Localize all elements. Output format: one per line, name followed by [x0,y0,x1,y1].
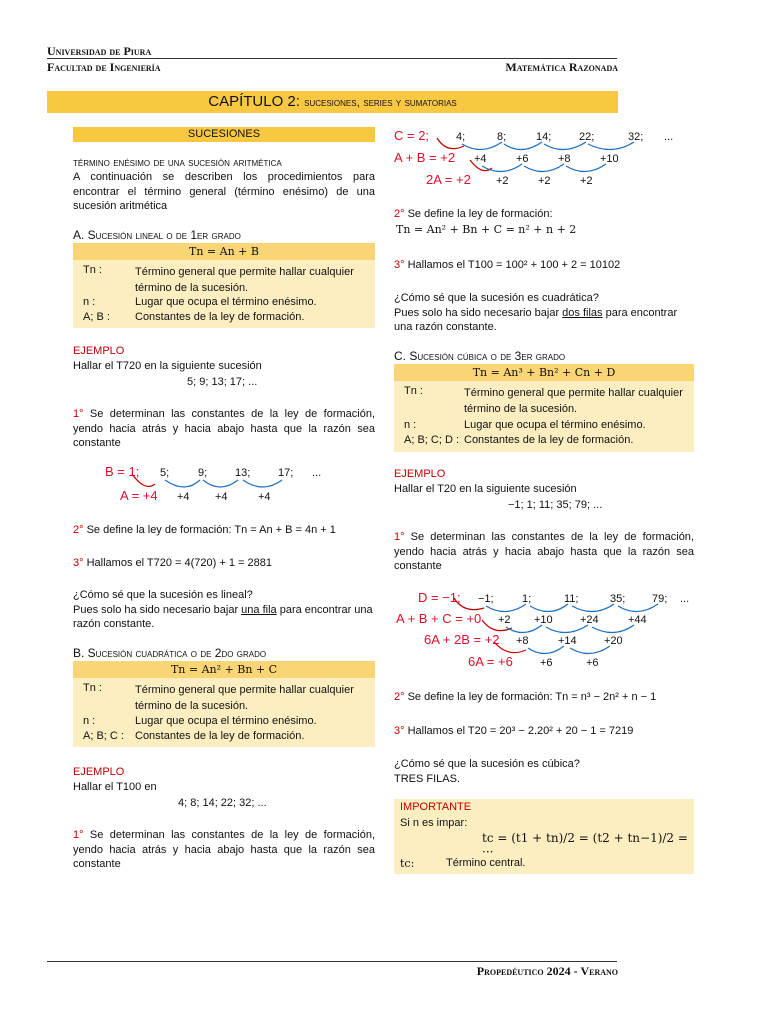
step-1 [73,828,375,872]
section-label: SUCESIONES [73,127,375,142]
term: 5; [160,467,170,479]
a2-constant-label: 2A = +2 [426,172,471,187]
difference: +4 [177,491,190,503]
step-number: 2° [394,691,405,703]
ab-constant-label: 6A + 2B = +2 [424,632,500,647]
sequence: 4; 8; 14; 22; 32; ... [178,797,267,809]
abc-constant-label: A + B + C = +0 [396,611,482,626]
answer: Pues solo ha sido necesario bajar una fila para encontrar una razón constante. [73,603,373,630]
b-constant-label: B = 1; [105,464,140,479]
difference: +4 [215,491,228,503]
row-desc: Constantes de la ley de formación. [135,730,305,742]
footer-text: Propedéutico 2024 - Verano [476,964,618,978]
course-name: Matemática Razonada [505,60,618,74]
central-term-desc: Término central. [446,857,526,869]
diff-arrow [546,625,588,633]
important-title: IMPORTANTE [400,801,472,813]
diff-arrow [572,604,614,612]
step-number: 3° [394,259,405,271]
answer: Pues solo ha sido necesario bajar dos filas para encontrar una razón constante. [394,306,678,333]
d-constant-label: D = −1; [418,590,461,605]
row-sym: A; B; C : [83,730,124,742]
question-lineal [73,588,375,632]
step-text: Hallamos el T720 = 4(720) + 1 = 2881 [86,557,272,569]
ejemplo-label: EJEMPLO [73,345,125,357]
faculty-name: Facultad de Ingeniería [47,60,161,74]
row-sym: n : [404,419,417,431]
difference: +10 [600,153,619,165]
intro-text: A continuación se describen los procedimientos para encontrar el término general (término enésimo) de una sucesión aritmética [73,171,375,212]
diff-arrow [203,480,238,487]
ejemplo-label: EJEMPLO [394,468,446,480]
diff-arrow [592,625,634,633]
chapter-title: CAPÍTULO 2: [208,93,300,110]
question: ¿Cómo sé que la sucesión es cuadrática? [394,292,599,304]
quad-step-2 [394,207,553,222]
diff-arrow [544,142,586,150]
term: 1; [522,593,532,605]
term: 14; [536,131,552,143]
row-sym: A; B; C; D : [404,434,460,446]
diff-arrow [530,604,568,612]
step-text: Se determinan las constantes de la ley de formación, yendo hacia atrás y hacia abajo hasta que la razón sea constante [394,531,694,572]
heading-cubica: C. Sucesión cúbica o de 3er grado [394,349,566,363]
diff-arrow [165,480,200,487]
diagram-lineal [100,458,340,508]
term: ... [680,593,690,605]
question-cuadratica [394,291,696,335]
diagram-cubica [394,588,694,672]
term: 8; [497,131,507,143]
question: ¿Cómo sé que la sucesión es lineal? [73,589,253,601]
chapter-banner [47,91,618,113]
step-1 [73,407,375,451]
diagram-cuadratica [392,126,692,192]
step-text: Se define la ley de formación: [407,208,553,220]
row-desc: Término general que permite hallar cualquier término de la sucesión. [135,266,354,294]
step-1 [394,530,694,574]
step-text: Se define la ley de formación: Tn = An + B = 4n + 1 [86,524,336,536]
difference: +2 [498,614,511,626]
step-2 [394,690,656,705]
term: −1; [478,593,494,605]
step-text: Se determinan las constantes de la ley de formación, yendo hacia atrás y hacia abajo hasta que la razón sea constante [73,408,375,449]
step-number: 2° [73,524,84,536]
row-desc: Constantes de la ley de formación. [135,311,305,323]
diff-arrow [243,480,282,487]
chapter-subtitle: sucesiones, series y sumatorias [304,95,457,109]
heading-cuadratica: B. Sucesión cuadrática o de 2do grado [73,646,267,660]
step-text: Hallamos el T20 = 20³ − 2.20² + 20 − 1 = 7219 [407,725,634,737]
a-constant-label: 6A = +6 [468,654,513,669]
term: 11; [564,593,579,605]
sequence: 5; 9; 13; 17; ... [187,376,258,388]
quad-step-3 [394,258,620,273]
university-name: Universidad de Piura [47,44,152,58]
term: ... [312,467,322,479]
row-desc: Lugar que ocupa el término enésimo. [135,715,317,727]
row-desc: Constantes de la ley de formación. [464,434,634,446]
step-text: Hallamos el T100 = 100² + 100 + 2 = 10102 [407,259,621,271]
row-desc: Término general que permite hallar cualquier término de la sucesión. [464,387,683,415]
term: 32; [628,131,644,143]
difference: +6 [586,657,599,669]
ejemplo-text: Hallar el T100 en [73,781,157,793]
c-constant-label: C = 2; [394,128,430,143]
row-desc: Lugar que ocupa el término enésimo. [464,419,646,431]
ejemplo-label: EJEMPLO [73,766,125,778]
ejemplo-text: Hallar el T20 en la siguiente sucesión [394,483,577,495]
difference: +2 [580,175,593,187]
term: 4; [456,131,466,143]
header-divider [47,58,617,59]
row-sym: Tn : [83,264,102,276]
important-text: Si n es impar: [400,817,468,829]
row-desc: Término general que permite hallar cualquier término de la sucesión. [135,684,354,712]
row-sym: n : [83,296,96,308]
sequence: −1; 1; 11; 35; 79; ... [508,499,603,511]
central-term-formula: tc = (t1 + tn)/2 = (t2 + tn−1)/2 = ··· [482,831,688,859]
step-2 [73,523,336,538]
difference: +2 [496,175,509,187]
diff-arrow [618,604,658,612]
diff-arrow [566,164,606,172]
difference: +4 [258,491,271,503]
row-desc: Lugar que ocupa el término enésimo. [135,296,317,308]
difference: +20 [604,635,623,647]
difference: +6 [516,153,529,165]
diff-arrow [504,142,542,150]
step-text: Se determinan las constantes de la ley de formación, yendo hacia atrás y hacia abajo hasta que la razón sea constante [73,829,375,870]
step-number: 2° [394,208,405,220]
difference: +8 [558,153,571,165]
formula-box-lineal [73,243,375,328]
step-number: 1° [394,531,405,543]
step-3 [73,556,272,571]
formula-box-cuadratica [73,661,375,747]
footer-divider [47,961,617,962]
difference: +24 [580,614,599,626]
difference: +4 [474,153,487,165]
difference: +10 [534,614,553,626]
step-text: Se define la ley de formación: Tn = n³ − 2n² + n − 1 [407,691,657,703]
diff-arrow [462,142,502,150]
section-title: término enésimo de una sucesión aritmética [73,155,282,169]
diff-arrow [524,164,564,172]
formula-cubica: Tn = An³ + Bn² + Cn + D [394,364,694,381]
row-sym: A; B : [83,311,110,323]
row-sym: Tn : [83,682,102,694]
difference: +8 [516,635,529,647]
difference: +14 [558,635,577,647]
ab-constant-label: A + B = +2 [394,150,456,165]
difference: +44 [628,614,647,626]
difference: +6 [540,657,553,669]
a-constant-label: A = +4 [120,488,158,503]
row-sym: Tn : [404,385,423,397]
step-3 [394,724,633,739]
term: 35; [610,593,626,605]
diff-arrow [588,142,634,150]
term: ... [664,131,674,143]
row-sym: n : [83,715,96,727]
answer: TRES FILAS. [394,772,461,785]
question-cubica [394,757,694,786]
formula-cuadratica: Tn = An² + Bn + C [73,661,375,678]
step-number: 1° [73,408,84,420]
step-number: 1° [73,829,84,841]
term: 22; [579,131,595,143]
question: ¿Cómo sé que la sucesión es cúbica? [394,758,580,770]
central-term-symbol: tc: [400,857,415,870]
step-number: 3° [73,557,84,569]
formula-lineal: Tn = An + B [73,243,375,260]
ejemplo-text: Hallar el T720 en la siguiente sucesión [73,360,262,372]
term: 13; [235,467,251,479]
diff-arrow [486,604,526,612]
formula-box-cubica [394,364,694,452]
quad-law: Tn = An² + Bn + C = n² + n + 2 [396,223,577,236]
important-box [394,799,694,874]
term: 79; [652,593,668,605]
diff-arrow [570,646,610,654]
heading-lineal: A. Sucesión lineal o de 1er grado [73,228,241,242]
term: 17; [278,467,294,479]
diff-arrow [528,646,564,654]
term: 9; [198,467,208,479]
difference: +2 [538,175,551,187]
step-number: 3° [394,725,405,737]
